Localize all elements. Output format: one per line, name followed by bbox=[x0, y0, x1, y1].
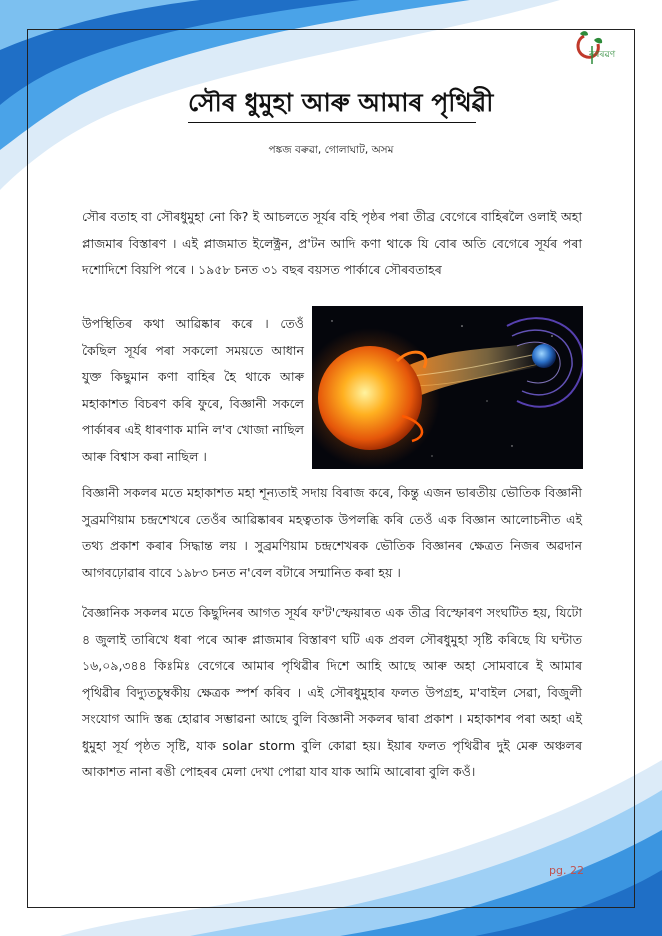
logo-text: নবৰৱণ bbox=[589, 50, 616, 60]
paragraph-intro-side: উপস্থিতিৰ কথা আৱিষ্কাৰ কৰে । তেওঁ কৈছিল সূৰ্যৰ পৰা সকলো সময়তে আধান যুক্ত কিছুমান কণা বাহিৰ হৈ থাকে আৰু মহাকাশত বিচৰণ কৰি ফুৰে, বিজ্ঞানী সকলে পাৰ্কাৰৰ এই ধাৰণাক মানি ল'ব খোজা নাছিল আৰু বিশ্বাস কৰা নাছিল । bbox=[82, 316, 304, 464]
article-title: সৌৰ ধুমুহা আৰু আমাৰ পৃথিৱী bbox=[188, 86, 476, 123]
page-number: pg. 22 bbox=[549, 864, 584, 877]
paragraph-continuation: বিজ্ঞানী সকলৰ মতে মহাকাশত মহা শূন্যতাই সদায় বিৰাজ কৰে, কিন্তু এজন ভাৰতীয় ভৌতিক বিজ্ঞানী সুব্ৰমণিয়াম চন্দ্ৰশেখৰে তেওঁৰ আৱিষ্কাৰৰ মহত্বতাক উপলব্ধি কৰি তেওঁ এক বিজ্ঞান আলোচনীত এই তথ্য প্ৰকাশ কৰাৰ সিদ্ধান্ত লয় । সুব্ৰমণিয়াম চন্দ্ৰশেখৰক ভৌতিক বিজ্ঞানৰ ক্ষেত্ৰত নিজৰ অৱদান আগবঢ়োৱাৰ বাবে ১৯৮৩ চনত ন'বেল বটাৰে সন্মানিত কৰা হয় । bbox=[82, 485, 582, 580]
author-line: পঙ্কজ বৰুৱা, গোলাঘাট, অসম bbox=[268, 144, 394, 156]
solar-storm-illustration bbox=[312, 306, 583, 469]
paragraph-solar-storm: বৈজ্ঞানিক সকলৰ মতে কিছুদিনৰ আগত সূৰ্যৰ ফ'ট'স্ফেয়াৰত এক তীব্ৰ বিস্ফোৰণ সংঘটিত হয়, যিটো ৪ জুলাই তাৰিখে ধৰা পৰে আৰু প্লাজমাৰ বিস্তাৰণ ঘটি এক প্ৰবল সৌৰধুমুহা সৃষ্টি কৰিছে যি ঘন্টাত ১৬,০৯,৩৪৪ কিঃমিঃ বেগেৰে আমাৰ পৃথিৱীৰ দিশে আহি আছে আৰু অহা সোমবাৰে ই আমাৰ পৃথিৱীৰ বিদ্যুতচুম্বকীয় ক্ষেত্ৰক স্পৰ্শ কৰিব । এই সৌৰধুমুহাৰ ফলত উপগ্ৰহ, ম'বাইল সেৱা, বিজুলী সংযোগ আদি স্তব্ধ হোৱাৰ সম্ভাৱনা আছে বুলি বিজ্ঞানী সকলৰ দ্বাৰা প্ৰকাশ । মহাকাশৰ পৰা অহা এই ধুমুহা সূৰ্য পৃষ্ঠত সৃষ্টি, যাক solar storm বুলি কোৱা হয়। ইয়াৰ ফলত পৃথিৱীৰ দুই মেৰু অঞ্চলৰ আকাশত নানা ৰঙী পোহৰৰ মেলা দেখা পোৱা যাব যাক আমি আৰোৰা বুলি কওঁ। bbox=[82, 605, 582, 779]
paragraph-intro: সৌৰ বতাহ বা সৌৰধুমুহা নো কি? ই আচলতে সূৰ্যৰ বহি পৃষ্ঠৰ পৰা তীব্ৰ বেগেৰে বাহিৰলৈ ওলাই অহা প্লাজমাৰ বিস্তাৰণ । এই প্লাজমাত ইলেক্ট্ৰন, প্ৰ'টন আদি কণা থাকে যি বোৰ অতি বেগেৰে সূৰ্যৰ পৰা দশোদিশে বিয়পি পৰে । ১৯৫৮ চনত ৩১ বছৰ বয়সত পাৰ্কাৰে সৌৰবতাহৰ bbox=[82, 209, 582, 277]
